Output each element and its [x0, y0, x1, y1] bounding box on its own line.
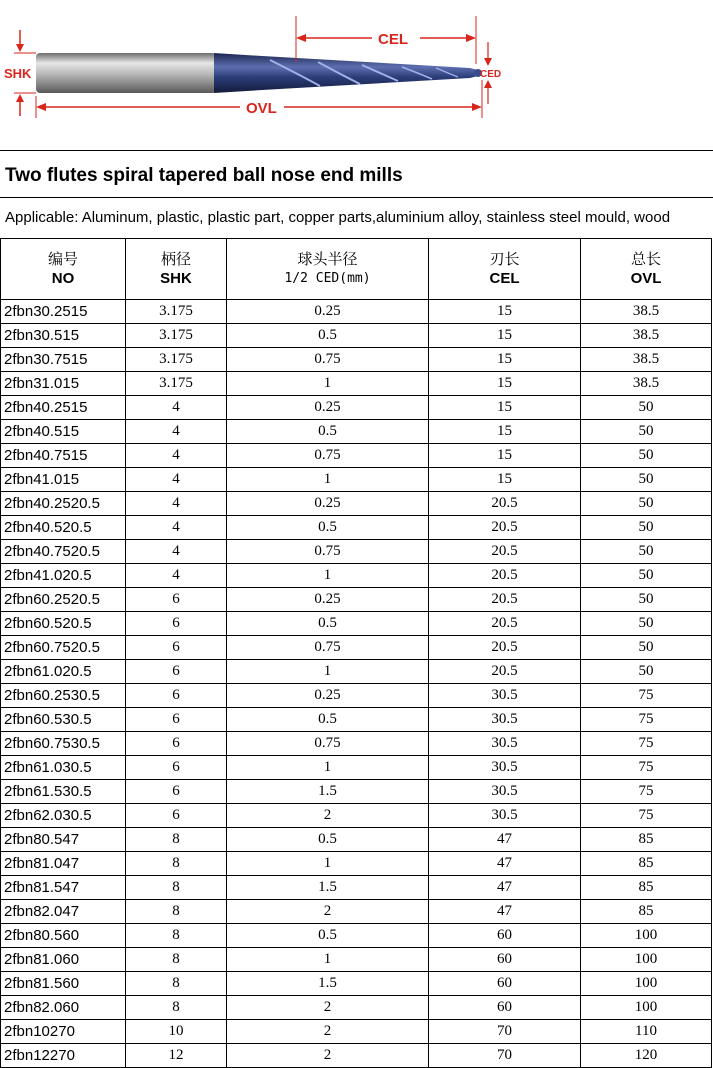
cell-no: 2fbn60.520.5 — [1, 612, 126, 636]
cell-no: 2fbn31.015 — [1, 372, 126, 396]
table-row — [1, 348, 712, 372]
cell-ovl: 50 — [581, 660, 712, 684]
cell-ced: 2 — [227, 1044, 429, 1068]
cell-ced: 0.5 — [227, 924, 429, 948]
cell-cel: 15 — [429, 444, 581, 468]
cell-ovl: 50 — [581, 444, 712, 468]
table-row — [1, 516, 712, 540]
cell-ovl: 120 — [581, 1044, 712, 1068]
cell-cel: 20.5 — [429, 636, 581, 660]
ovl-label: OVL — [246, 100, 277, 117]
cel-label: CEL — [378, 31, 408, 48]
cell-shk: 6 — [126, 636, 227, 660]
cell-ced: 0.75 — [227, 636, 429, 660]
cell-ced: 0.5 — [227, 828, 429, 852]
cell-ced: 1.5 — [227, 780, 429, 804]
table-row — [1, 492, 712, 516]
table-row — [1, 924, 712, 948]
cell-ced: 1 — [227, 468, 429, 492]
cell-shk: 6 — [126, 780, 227, 804]
cell-no: 2fbn60.2520.5 — [1, 588, 126, 612]
cell-ovl: 50 — [581, 420, 712, 444]
cell-no: 2fbn60.530.5 — [1, 708, 126, 732]
table-row — [1, 468, 712, 492]
cell-cel: 20.5 — [429, 540, 581, 564]
cell-no: 2fbn60.7530.5 — [1, 732, 126, 756]
table-row — [1, 804, 712, 828]
cell-ced: 1 — [227, 948, 429, 972]
table-row — [1, 996, 712, 1020]
cell-shk: 6 — [126, 804, 227, 828]
cell-cel: 47 — [429, 852, 581, 876]
cell-no: 2fbn12270 — [1, 1044, 126, 1068]
cell-ovl: 75 — [581, 804, 712, 828]
tapered-flutes — [214, 53, 482, 93]
cell-no: 2fbn62.030.5 — [1, 804, 126, 828]
cell-shk: 6 — [126, 756, 227, 780]
ced-label: CED — [480, 69, 502, 80]
cell-ovl: 50 — [581, 636, 712, 660]
cell-no: 2fbn30.515 — [1, 324, 126, 348]
cell-ced: 0.5 — [227, 708, 429, 732]
cell-ovl: 50 — [581, 516, 712, 540]
cell-cel: 20.5 — [429, 588, 581, 612]
cell-ovl: 100 — [581, 924, 712, 948]
cell-ovl: 50 — [581, 492, 712, 516]
cell-ced: 1 — [227, 756, 429, 780]
cell-ovl: 75 — [581, 780, 712, 804]
cell-no: 2fbn40.2520.5 — [1, 492, 126, 516]
table-row — [1, 756, 712, 780]
header-ced — [227, 239, 429, 300]
header-cn: 总长 — [630, 250, 661, 268]
cell-no: 2fbn30.2515 — [1, 300, 126, 324]
cell-ced: 1 — [227, 852, 429, 876]
cell-ovl: 75 — [581, 684, 712, 708]
cell-shk: 6 — [126, 612, 227, 636]
cell-ced: 1.5 — [227, 972, 429, 996]
table-row — [1, 420, 712, 444]
cell-ced: 0.5 — [227, 516, 429, 540]
cell-ced: 1 — [227, 564, 429, 588]
cell-shk: 6 — [126, 588, 227, 612]
table-row — [1, 660, 712, 684]
shk-label: SHK — [4, 66, 32, 81]
table-row — [1, 828, 712, 852]
end-mill-diagram — [0, 0, 713, 150]
header-en: SHK — [160, 270, 192, 287]
cell-cel: 30.5 — [429, 756, 581, 780]
cell-cel: 20.5 — [429, 564, 581, 588]
table-body — [1, 300, 712, 1068]
cell-ced: 0.25 — [227, 492, 429, 516]
table-row — [1, 948, 712, 972]
cell-ced: 2 — [227, 804, 429, 828]
cell-shk: 8 — [126, 828, 227, 852]
applicable-materials: Applicable: Aluminum, plastic, plastic part, copper parts,aluminium alloy, stainless steel mould, wood — [5, 209, 671, 226]
cell-shk: 6 — [126, 684, 227, 708]
cell-cel: 70 — [429, 1044, 581, 1068]
cell-cel: 15 — [429, 420, 581, 444]
table-row — [1, 324, 712, 348]
cell-ovl: 38.5 — [581, 300, 712, 324]
cell-no: 2fbn40.7515 — [1, 444, 126, 468]
cell-shk: 8 — [126, 996, 227, 1020]
cell-ced: 0.25 — [227, 300, 429, 324]
header-no — [1, 239, 126, 300]
table-row — [1, 564, 712, 588]
cell-cel: 60 — [429, 996, 581, 1020]
cell-shk: 8 — [126, 852, 227, 876]
cell-cel: 20.5 — [429, 612, 581, 636]
cell-ced: 0.75 — [227, 540, 429, 564]
cell-shk: 6 — [126, 732, 227, 756]
cell-shk: 4 — [126, 468, 227, 492]
cell-no: 2fbn81.047 — [1, 852, 126, 876]
cell-ovl: 50 — [581, 540, 712, 564]
cell-ced: 0.75 — [227, 732, 429, 756]
cell-ced: 0.75 — [227, 444, 429, 468]
cell-shk: 8 — [126, 876, 227, 900]
cell-no: 2fbn80.547 — [1, 828, 126, 852]
cell-cel: 30.5 — [429, 708, 581, 732]
header-cn: 编号 — [47, 250, 78, 268]
cell-no: 2fbn80.560 — [1, 924, 126, 948]
table-row — [1, 852, 712, 876]
header-en: NO — [51, 270, 75, 287]
header-ovl — [581, 239, 712, 300]
cell-no: 2fbn82.060 — [1, 996, 126, 1020]
cell-shk: 4 — [126, 492, 227, 516]
cell-shk: 4 — [126, 516, 227, 540]
table-row — [1, 684, 712, 708]
cell-cel: 15 — [429, 396, 581, 420]
cell-cel: 15 — [429, 468, 581, 492]
table-row — [1, 300, 712, 324]
cell-cel: 30.5 — [429, 684, 581, 708]
table-row — [1, 372, 712, 396]
header-cel — [429, 239, 581, 300]
cell-no: 2fbn30.7515 — [1, 348, 126, 372]
cell-cel: 30.5 — [429, 780, 581, 804]
cell-no: 2fbn61.530.5 — [1, 780, 126, 804]
cell-cel: 15 — [429, 372, 581, 396]
cell-shk: 4 — [126, 540, 227, 564]
cell-cel: 47 — [429, 828, 581, 852]
cell-shk: 6 — [126, 708, 227, 732]
cell-shk: 3.175 — [126, 372, 227, 396]
cell-no: 2fbn61.020.5 — [1, 660, 126, 684]
cell-shk: 8 — [126, 900, 227, 924]
cell-ovl: 50 — [581, 396, 712, 420]
header-cn: 柄径 — [160, 250, 191, 268]
table-row — [1, 972, 712, 996]
table-row — [1, 1020, 712, 1044]
cell-cel: 20.5 — [429, 660, 581, 684]
cell-ced: 0.25 — [227, 684, 429, 708]
cell-no: 2fbn60.2530.5 — [1, 684, 126, 708]
cell-cel: 15 — [429, 300, 581, 324]
cell-cel: 60 — [429, 972, 581, 996]
table-row — [1, 612, 712, 636]
cell-shk: 8 — [126, 924, 227, 948]
cell-cel: 60 — [429, 948, 581, 972]
cell-ovl: 38.5 — [581, 372, 712, 396]
cell-shk: 10 — [126, 1020, 227, 1044]
cell-cel: 60 — [429, 924, 581, 948]
cell-cel: 20.5 — [429, 492, 581, 516]
table-header-row — [1, 239, 712, 300]
table-row — [1, 636, 712, 660]
page-title: Two flutes spiral tapered ball nose end mills — [5, 165, 403, 186]
cell-shk: 4 — [126, 564, 227, 588]
cell-ced: 1.5 — [227, 876, 429, 900]
cell-no: 2fbn81.060 — [1, 948, 126, 972]
spec-table — [0, 238, 712, 1068]
cell-shk: 8 — [126, 948, 227, 972]
cell-ovl: 100 — [581, 948, 712, 972]
divider — [0, 150, 713, 151]
table-row — [1, 444, 712, 468]
cell-ovl: 38.5 — [581, 348, 712, 372]
cell-shk: 4 — [126, 420, 227, 444]
cell-cel: 30.5 — [429, 732, 581, 756]
table-row — [1, 540, 712, 564]
cell-no: 2fbn40.2515 — [1, 396, 126, 420]
cell-cel: 70 — [429, 1020, 581, 1044]
cell-no: 2fbn40.7520.5 — [1, 540, 126, 564]
cell-ovl: 110 — [581, 1020, 712, 1044]
divider — [0, 197, 713, 198]
cell-ovl: 100 — [581, 996, 712, 1020]
cell-ovl: 38.5 — [581, 324, 712, 348]
cell-ced: 2 — [227, 1020, 429, 1044]
header-en: CEL — [489, 270, 520, 287]
cell-cel: 15 — [429, 348, 581, 372]
cell-ovl: 50 — [581, 612, 712, 636]
cell-no: 2fbn61.030.5 — [1, 756, 126, 780]
cell-ovl: 50 — [581, 468, 712, 492]
cell-no: 2fbn60.7520.5 — [1, 636, 126, 660]
cell-ced: 0.25 — [227, 588, 429, 612]
cell-shk: 12 — [126, 1044, 227, 1068]
cell-ovl: 75 — [581, 756, 712, 780]
cell-no: 2fbn41.020.5 — [1, 564, 126, 588]
table-row — [1, 780, 712, 804]
cell-ovl: 50 — [581, 588, 712, 612]
cell-ovl: 85 — [581, 852, 712, 876]
cell-ovl: 75 — [581, 708, 712, 732]
cell-ced: 0.5 — [227, 324, 429, 348]
cell-ced: 0.75 — [227, 348, 429, 372]
table-row — [1, 708, 712, 732]
cell-no: 2fbn10270 — [1, 1020, 126, 1044]
table-row — [1, 876, 712, 900]
header-cn: 刃长 — [489, 250, 520, 268]
shank — [36, 53, 216, 93]
cell-shk: 4 — [126, 396, 227, 420]
cell-ced: 0.25 — [227, 396, 429, 420]
header-shk — [126, 239, 227, 300]
cell-ced: 1 — [227, 372, 429, 396]
table-row — [1, 396, 712, 420]
cell-no: 2fbn81.560 — [1, 972, 126, 996]
cell-ovl: 50 — [581, 564, 712, 588]
table-row — [1, 1044, 712, 1068]
cell-shk: 3.175 — [126, 348, 227, 372]
cell-no: 2fbn40.520.5 — [1, 516, 126, 540]
cell-shk: 3.175 — [126, 300, 227, 324]
cell-cel: 30.5 — [429, 804, 581, 828]
cell-ced: 1 — [227, 660, 429, 684]
header-en: 1/2 CED(mm) — [284, 271, 371, 286]
cell-ovl: 85 — [581, 828, 712, 852]
table-row — [1, 732, 712, 756]
header-en: OVL — [630, 270, 662, 287]
table-row — [1, 900, 712, 924]
cell-ovl: 85 — [581, 900, 712, 924]
cell-no: 2fbn41.015 — [1, 468, 126, 492]
cell-shk: 4 — [126, 444, 227, 468]
table-row — [1, 588, 712, 612]
cell-no: 2fbn82.047 — [1, 900, 126, 924]
cell-ovl: 100 — [581, 972, 712, 996]
cell-no: 2fbn81.547 — [1, 876, 126, 900]
header-cn: 球头半径 — [297, 250, 358, 268]
cell-cel: 47 — [429, 900, 581, 924]
cell-cel: 47 — [429, 876, 581, 900]
cell-shk: 8 — [126, 972, 227, 996]
cell-ovl: 75 — [581, 732, 712, 756]
cell-ced: 0.5 — [227, 420, 429, 444]
cell-shk: 3.175 — [126, 324, 227, 348]
cell-cel: 20.5 — [429, 516, 581, 540]
cell-ced: 2 — [227, 996, 429, 1020]
cell-cel: 15 — [429, 324, 581, 348]
cell-ovl: 85 — [581, 876, 712, 900]
cell-ced: 2 — [227, 900, 429, 924]
cell-no: 2fbn40.515 — [1, 420, 126, 444]
cell-shk: 6 — [126, 660, 227, 684]
cell-ced: 0.5 — [227, 612, 429, 636]
